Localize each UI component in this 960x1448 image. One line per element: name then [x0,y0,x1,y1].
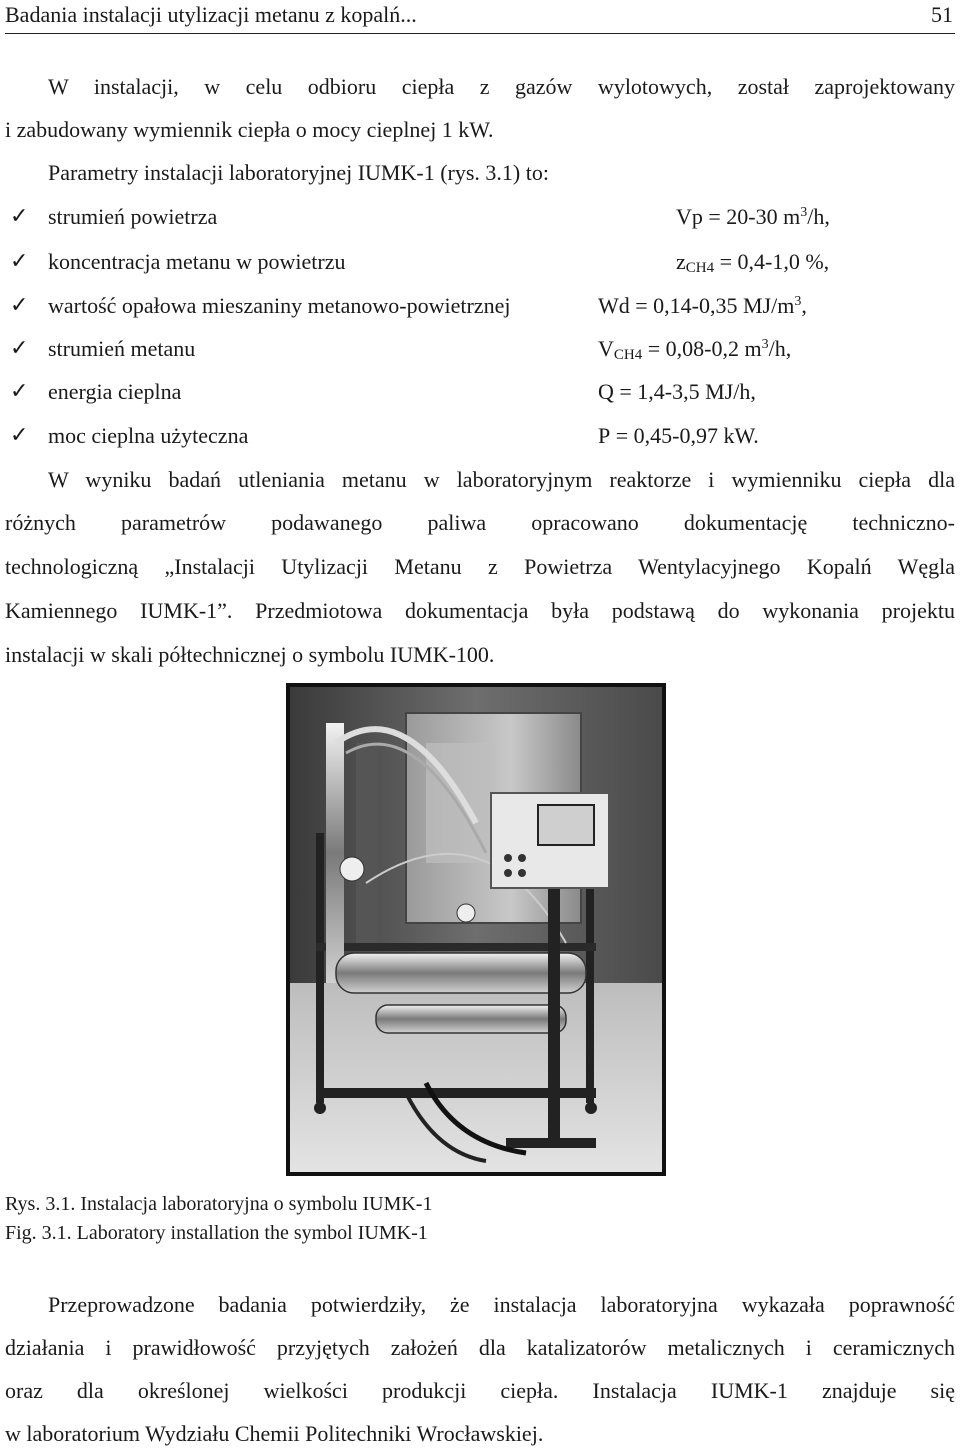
figure-caption-pl: Rys. 3.1. Instalacja laboratoryjna o symbolu IUMK-1 [5,1193,433,1215]
param-label: koncentracja metanu w powietrzu [48,249,346,274]
running-title: Badania instalacji utylizacji metanu z kopalń... [5,2,417,27]
checkmark-icon: ✓ [10,336,29,361]
intro-line-1: W instalacji, w celu odbioru ciepła z gazów wylotowych, został zaprojektowany [48,74,955,99]
param-value: Vp = 20-30 $m^3/h$, [676,204,830,229]
checkmark-icon: ✓ [10,423,29,448]
checkmark-icon: ✓ [10,293,29,318]
intro-line-2: i zabudowany wymiennik ciepła o mocy cieplnej 1 kW. [5,117,494,142]
checkmark-icon: ✓ [10,249,29,274]
param-label: strumień metanu [48,336,196,361]
para1-line-1: W wyniku badań utleniania metanu w laboratoryjnym reaktorze i wymienniku ciepła dla [48,467,955,492]
checkmark-icon: ✓ [10,379,29,404]
laboratory-installation-photo [286,683,666,1176]
param-label: strumień powietrza [48,204,218,229]
para2-line-4: w laboratorium Wydziału Chemii Politechniki Wrocławskiej. [5,1421,544,1446]
para2-line-1: Przeprowadzone badania potwierdziły, że instalacja laboratoryjna wykazała poprawność [48,1292,955,1317]
para1-line-2: różnych parametrów podawanego paliwa opracowano dokumentację techniczno- [5,510,955,535]
checkmark-icon: ✓ [10,204,29,229]
param-value: P = 0,45-0,97 kW. [598,423,759,448]
param-value: Wd = 0,14-0,35 $MJ/m^3$, [598,293,807,318]
param-value: $V_{CH4} = 0,08-0,2$ $m^3/h$, [598,336,792,363]
para2-line-3: oraz dla określonej wielkości produkcji ciepła. Instalacja IUMK-1 znajduje się [5,1378,955,1403]
param-label: energia cieplna [48,379,182,404]
page-header [5,0,955,34]
param-value: $z_{CH4} = 0,4-1,0$ %, [676,249,830,276]
para1-line-4: Kamiennego IUMK-1”. Przedmiotowa dokumentacja była podstawą do wykonania projektu [5,598,955,623]
para1-line-5: instalacji w skali półtechnicznej o symbolu IUMK-100. [5,642,495,667]
param-label: wartość opałowa mieszaniny metanowo-powietrznej [48,293,511,318]
intro-line-3: Parametry instalacji laboratoryjnej IUMK-1 (rys. 3.1) to: [48,160,549,185]
figure-caption-en: Fig. 3.1. Laboratory installation the symbol IUMK-1 [5,1222,428,1244]
para2-line-2: działania i prawidłowość przyjętych założeń dla katalizatorów metalicznych i ceramicznych [5,1335,955,1360]
page-number: 51 [931,2,953,27]
param-label: moc cieplna użyteczna [48,423,249,448]
para1-line-3: technologiczną „Instalacji Utylizacji Metanu z Powietrza Wentylacyjnego Kopalń Węgla [5,554,955,579]
param-value: Q = 1,4-3,5 MJ/h, [598,379,756,404]
